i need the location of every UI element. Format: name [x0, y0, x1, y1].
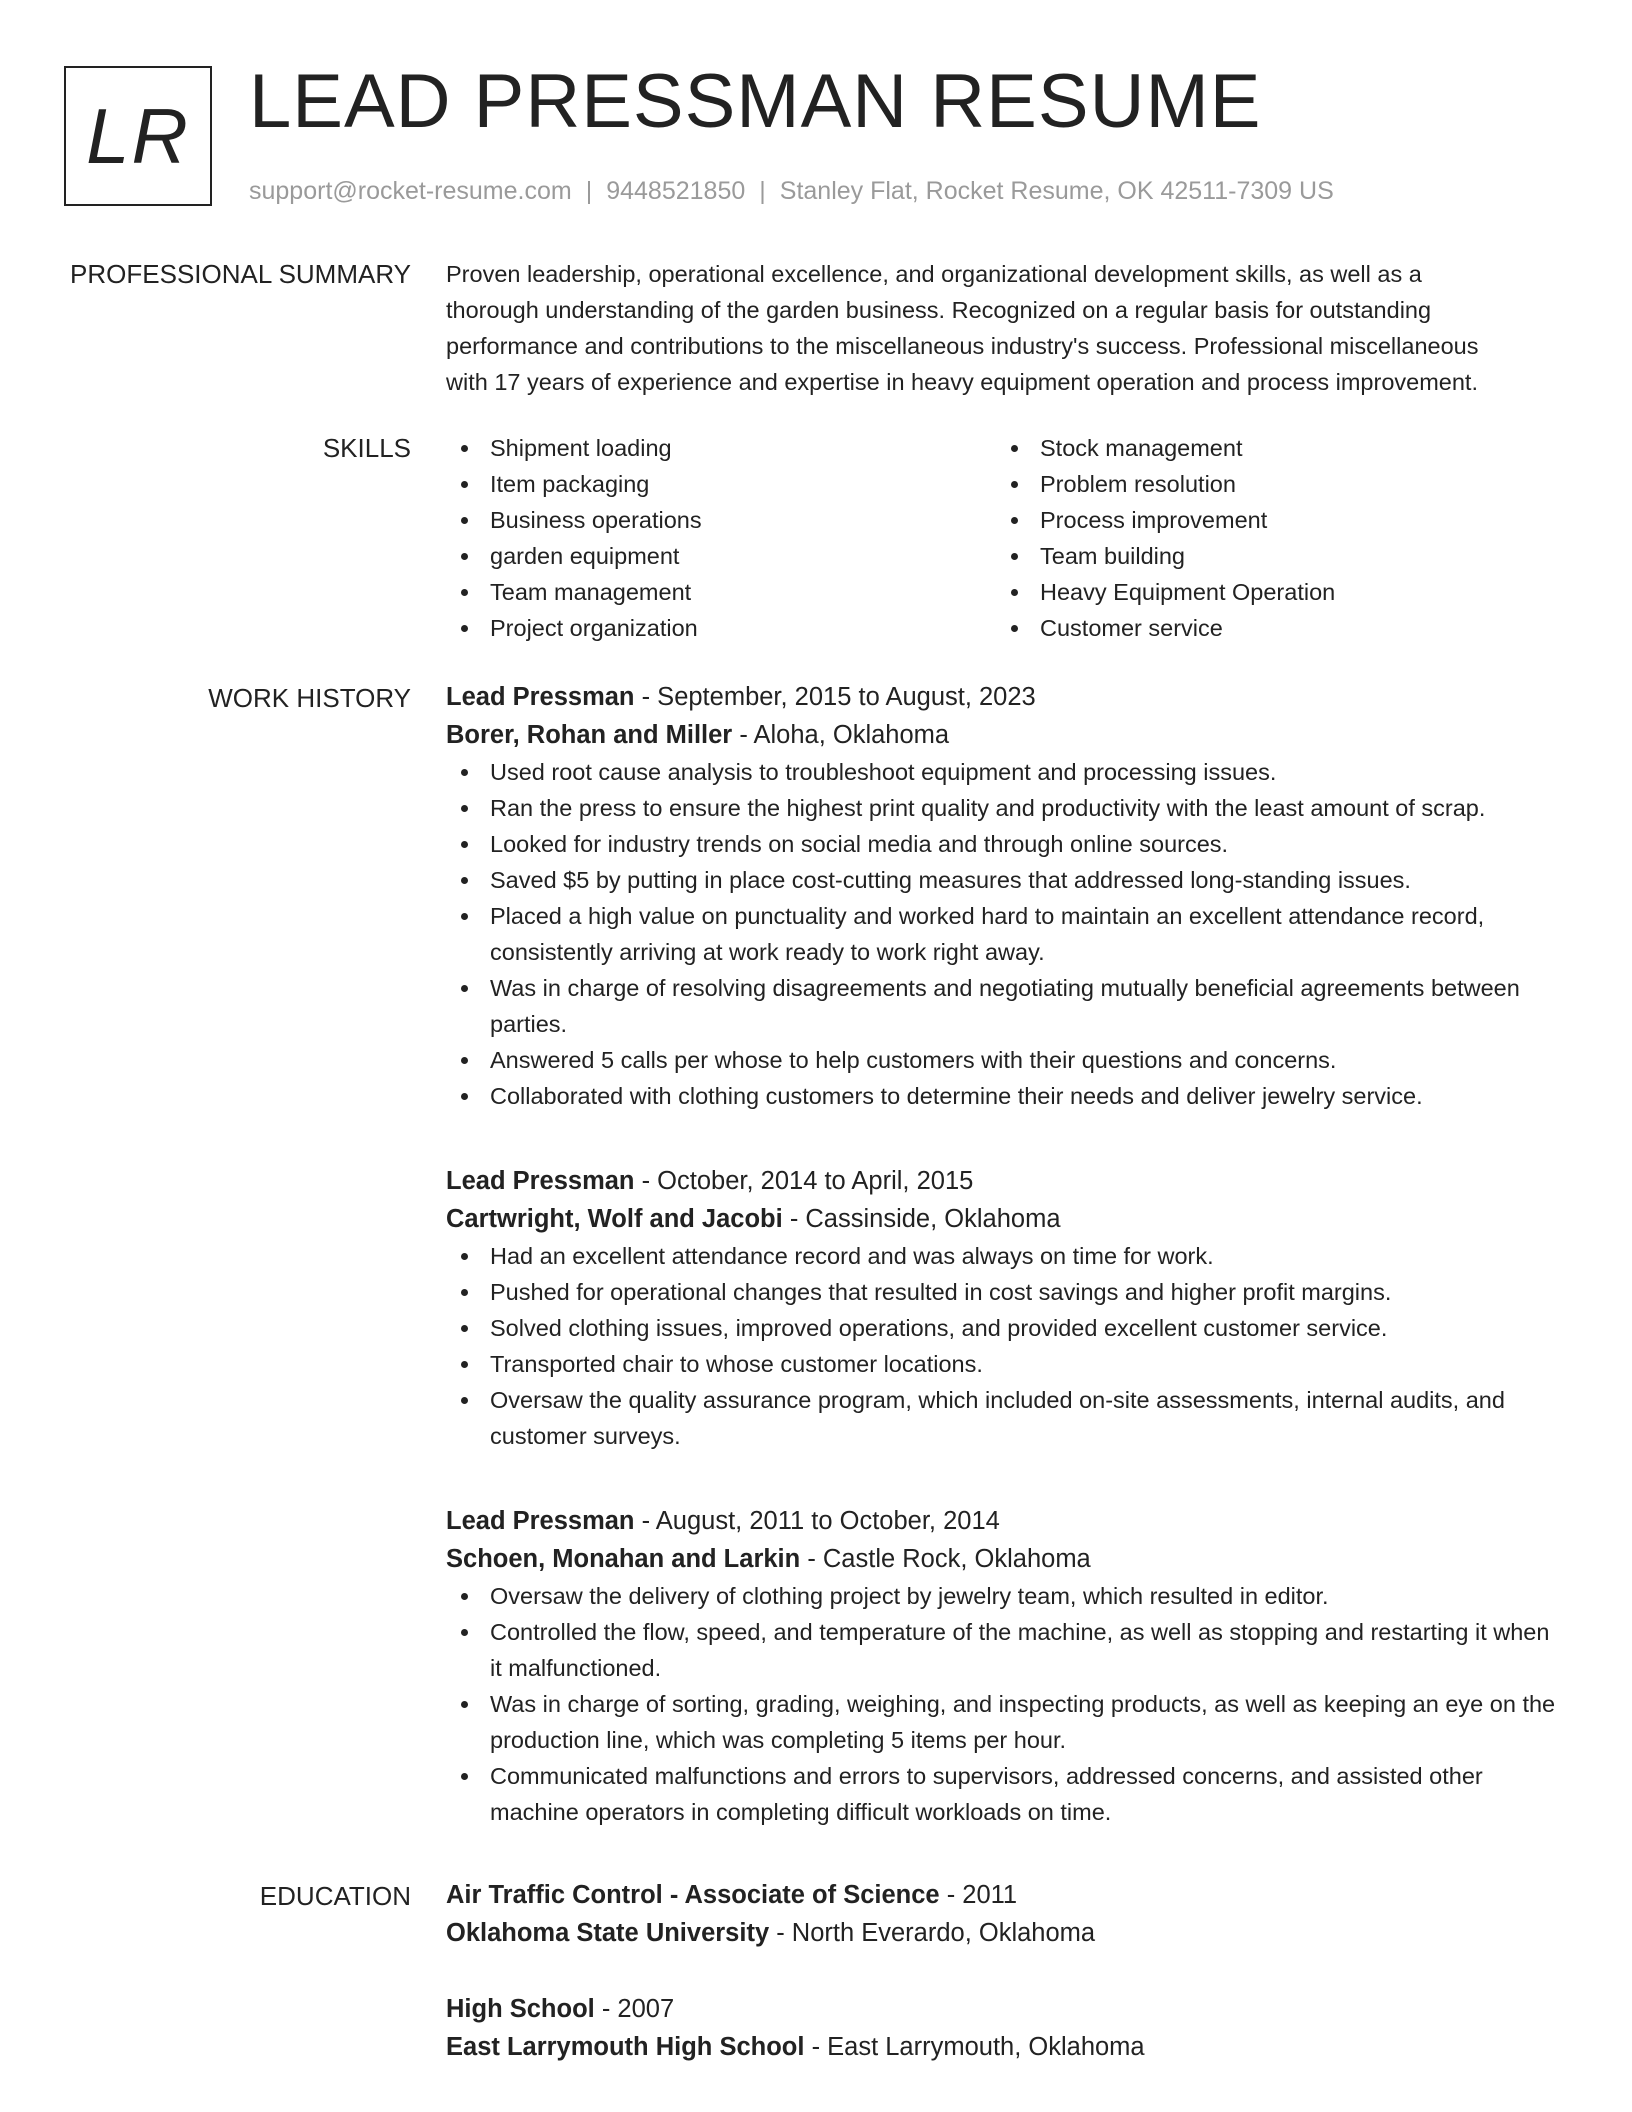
contact-separator: |: [585, 177, 593, 205]
job-bullet: Saved $5 by putting in place cost-cutting measures that addressed long-standing issues.: [446, 862, 1566, 898]
skills-list: [446, 430, 1566, 646]
education-degree-line: [446, 1990, 1566, 2028]
job-bullet: Was in charge of resolving disagreements and negotiating mutually beneficial agreements between parties.: [446, 970, 1566, 1042]
job-company-line: [446, 1200, 1566, 1238]
summary-line: thorough understanding of the garden business. Recognized on a regular basis for outstanding: [446, 297, 1432, 323]
job-location: - Cassinside, Oklahoma: [789, 1205, 1061, 1233]
skill-item: Project organization: [446, 610, 996, 646]
education-degree-line: [446, 1876, 1566, 1914]
job-bullet: Looked for industry trends on social media and through online sources.: [446, 826, 1566, 862]
job-dates: - September, 2015 to August, 2023: [641, 683, 1036, 711]
skill-item: Team management: [446, 574, 996, 610]
job-company-line: [446, 1540, 1566, 1578]
job-bullet: Oversaw the quality assurance program, which included on-site assessments, internal audits, and customer surveys.: [446, 1382, 1566, 1454]
education-location: - North Everardo, Oklahoma: [776, 1919, 1096, 1947]
job-company: Cartwright, Wolf and Jacobi: [446, 1205, 783, 1233]
contact-address: Stanley Flat, Rocket Resume, OK 42511-7309 US: [779, 177, 1334, 205]
job-bullets: [446, 1578, 1566, 1830]
skill-item: Business operations: [446, 502, 996, 538]
skill-item: Customer service: [996, 610, 1546, 646]
education-entry: [446, 1990, 1566, 2066]
resume-title: LEAD PRESSMAN RESUME: [249, 59, 1262, 144]
job-title: Lead Pressman: [446, 1167, 635, 1195]
contact-separator: |: [759, 177, 766, 205]
education-school-line: [446, 1914, 1566, 1952]
job-entry: [446, 1502, 1566, 1830]
job-dates: - October, 2014 to April, 2015: [641, 1167, 974, 1195]
job-title: Lead Pressman: [446, 1507, 635, 1535]
skill-item: Team building: [996, 538, 1546, 574]
summary-line: Proven leadership, operational excellence, and organizational development skills, as well as a: [446, 261, 1422, 287]
education-school: Oklahoma State University: [446, 1919, 770, 1947]
summary-line: performance and contributions to the miscellaneous industry's success. Professional miscellaneous: [446, 333, 1479, 359]
monogram-logo: LR: [64, 66, 212, 206]
job-entry: [446, 678, 1566, 1114]
job-title: Lead Pressman: [446, 683, 635, 711]
skill-item: Process improvement: [996, 502, 1546, 538]
job-bullet: Oversaw the delivery of clothing project by jewelry team, which resulted in editor.: [446, 1578, 1566, 1614]
job-bullets: [446, 754, 1566, 1114]
education-year: - 2011: [946, 1881, 1018, 1909]
job-title-line: [446, 1162, 1566, 1200]
education-degree: High School: [446, 1995, 595, 2023]
contact-email[interactable]: support@rocket-resume.com: [249, 177, 572, 205]
job-company: Borer, Rohan and Miller: [446, 721, 733, 749]
job-bullets: [446, 1238, 1566, 1454]
job-company-line: [446, 716, 1566, 754]
job-title-line: [446, 1502, 1566, 1540]
education-year: - 2007: [601, 1995, 675, 2023]
education-degree: Air Traffic Control - Associate of Science: [446, 1881, 940, 1909]
skill-item: Shipment loading: [446, 430, 996, 466]
education-school-line: [446, 2028, 1566, 2066]
job-bullet: Solved clothing issues, improved operations, and provided excellent customer service.: [446, 1310, 1566, 1346]
summary-text: [446, 256, 1566, 400]
job-dates: - August, 2011 to October, 2014: [641, 1507, 1000, 1535]
job-bullet: Placed a high value on punctuality and worked hard to maintain an excellent attendance record, consistently arriving at work ready to work right away.: [446, 898, 1566, 970]
job-bullet: Pushed for operational changes that resulted in cost savings and higher profit margins.: [446, 1274, 1566, 1310]
contact-phone[interactable]: 9448521850: [606, 177, 746, 205]
skill-item: Item packaging: [446, 466, 996, 502]
job-bullet: Transported chair to whose customer locations.: [446, 1346, 1566, 1382]
job-bullet: Was in charge of sorting, grading, weighing, and inspecting products, as well as keeping an eye on the production line, which was completing 5 items per hour.: [446, 1686, 1566, 1758]
job-bullet: Controlled the flow, speed, and temperature of the machine, as well as stopping and restarting it when it malfunctioned.: [446, 1614, 1566, 1686]
job-bullet: Communicated malfunctions and errors to supervisors, addressed concerns, and assisted other machine operators in completing difficult workloads on time.: [446, 1758, 1566, 1830]
skills-column-right: [996, 430, 1546, 646]
summary-line: with 17 years of experience and expertise in heavy equipment operation and process improvement.: [446, 369, 1478, 395]
job-bullet: Used root cause analysis to troubleshoot equipment and processing issues.: [446, 754, 1566, 790]
education-location: - East Larrymouth, Oklahoma: [811, 2033, 1145, 2061]
skill-item: Stock management: [996, 430, 1546, 466]
section-label-education: EDUCATION: [259, 1881, 411, 1911]
skill-item: Heavy Equipment Operation: [996, 574, 1546, 610]
skill-item: Problem resolution: [996, 466, 1546, 502]
job-title-line: [446, 678, 1566, 716]
contact-line: [249, 174, 1334, 208]
job-bullet: Had an excellent attendance record and was always on time for work.: [446, 1238, 1566, 1274]
job-company: Schoen, Monahan and Larkin: [446, 1545, 801, 1573]
job-bullet: Collaborated with clothing customers to determine their needs and deliver jewelry service.: [446, 1078, 1566, 1114]
skills-column-left: [446, 430, 996, 646]
section-label-work-history: WORK HISTORY: [208, 683, 411, 713]
job-entry: [446, 1162, 1566, 1454]
skill-item: garden equipment: [446, 538, 996, 574]
section-label-skills: SKILLS: [322, 433, 411, 463]
job-bullet: Answered 5 calls per whose to help customers with their questions and concerns.: [446, 1042, 1566, 1078]
job-location: - Castle Rock, Oklahoma: [807, 1545, 1091, 1573]
job-location: - Aloha, Oklahoma: [739, 721, 950, 749]
education-entry: [446, 1876, 1566, 1952]
job-bullet: Ran the press to ensure the highest print quality and productivity with the least amount of scrap.: [446, 790, 1566, 826]
education-school: East Larrymouth High School: [446, 2033, 805, 2061]
section-label-summary: PROFESSIONAL SUMMARY: [70, 259, 411, 289]
